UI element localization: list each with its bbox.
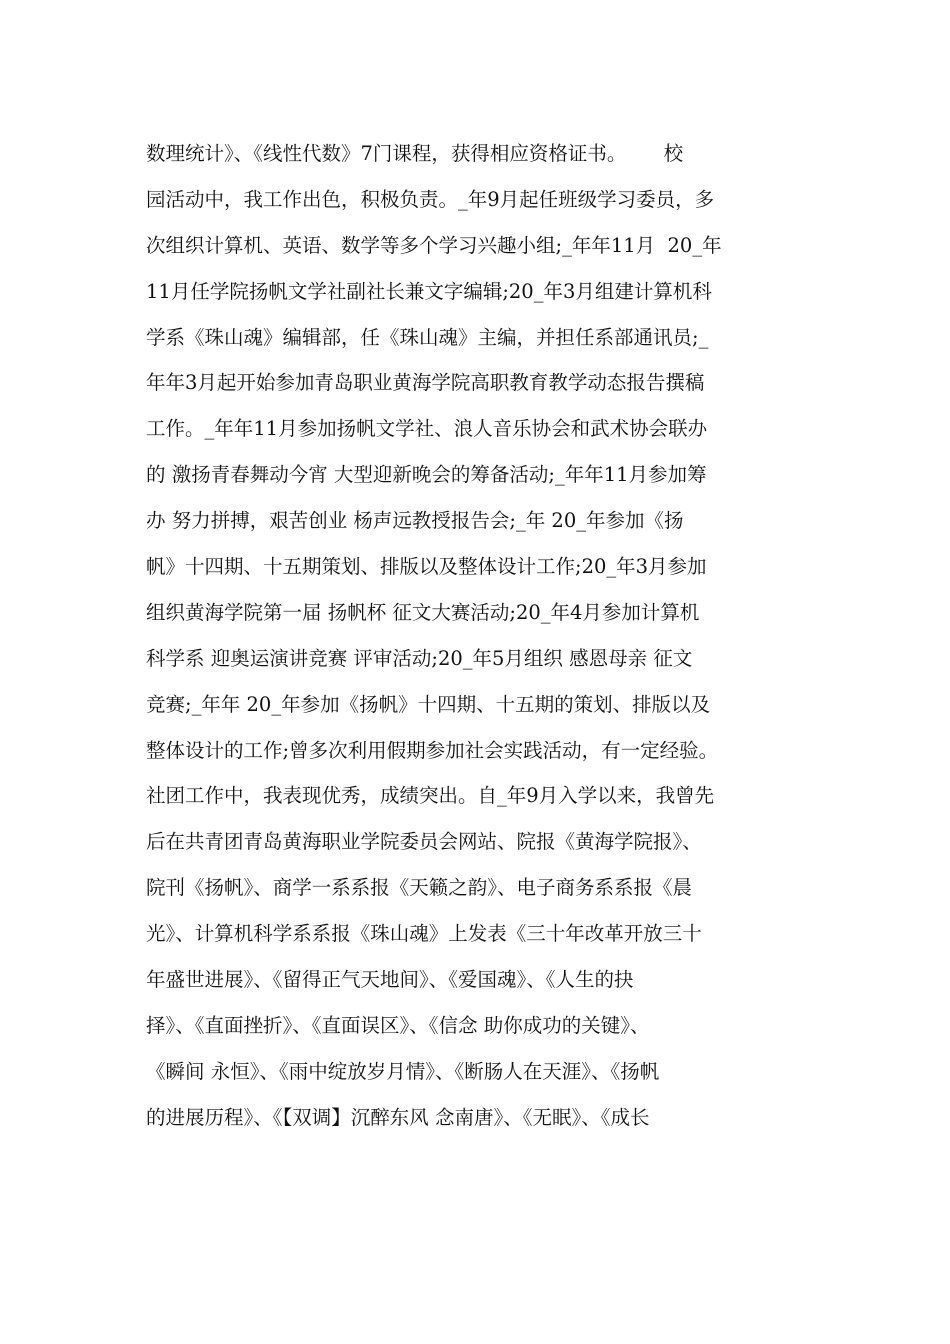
text-line-16: 后在共青团青岛黄海职业学院委员会网站、院报《黄海学院报》、 <box>146 830 702 854</box>
text-line-1: 数理统计》、《线性代数》7门课程，获得相应资格证书。 校 <box>146 142 684 165</box>
text-line-19: 年盛世进展》、《留得正气天地间》、《爱国魂》、《人生的抉 <box>146 968 634 992</box>
text-line-4: 11月任学院扬帆文学社副社长兼文字编辑;20_年3月组建计算机科 <box>146 279 712 303</box>
text-line-11: 组织黄海学院第一届 扬帆杯 征文大赛活动;20_年4月参加计算机 <box>146 600 700 624</box>
text-line-2: 园活动中，我工作出色，积极负责。_年9月起任班级学习委员，多 <box>146 187 715 211</box>
text-line-5: 学系《珠山魂》编辑部，任《珠山魂》主编，并担任系部通讯员;_ <box>146 325 709 349</box>
text-line-22: 的进展历程》、《【双调】沉醉东风 念南唐》、《无眠》、《成长 <box>146 1105 650 1129</box>
text-line-13: 竞赛;_年年 20_年参加《扬帆》十四期、十五期的策划、排版以及 <box>146 692 711 716</box>
text-line-12: 科学系 迎奥运演讲竞赛 评审活动;20_年5月组织 感恩母亲 征文 <box>146 646 693 670</box>
text-line-3: 次组织计算机、英语、数学等多个学习兴趣小组;_年年11月 20_年 <box>146 233 722 257</box>
text-line-17: 院刊《扬帆》、商学一系系报《天籁之韵》、电子商务系系报《晨 <box>146 876 693 900</box>
text-line-20: 择》、《直面挫折》、《直面误区》、《信念 助你成功的关键》、 <box>146 1013 650 1037</box>
body-text <box>146 131 826 1141</box>
text-line-8: 的 激扬青春舞动今宵 大型迎新晚会的筹备活动;_年年11月参加筹 <box>146 463 707 487</box>
text-line-10: 帆》十四期、十五期策划、排版以及整体设计工作;20_年3月参加 <box>146 555 707 579</box>
text-line-6: 年年3月起开始参加青岛职业黄海学院高职教育教学动态报告撰稿 <box>146 371 705 395</box>
text-line-7: 工作。_年年11月参加扬帆文学社、浪人音乐协会和武术协会联办 <box>146 417 708 441</box>
text-line-15: 社团工作中，我表现优秀，成绩突出。自_年9月入学以来，我曾先 <box>146 784 715 808</box>
text-line-18: 光》、计算机科学系系报《珠山魂》上发表《三十年改革开放三十 <box>146 922 702 946</box>
text-line-9: 办 努力拼搏，艰苦创业 杨声远教授报告会;_年 20_年参加《扬 <box>146 509 684 533</box>
text-line-21: 《瞬间 永恒》、《雨中绽放岁月情》、《断肠人在天涯》、《扬帆 <box>146 1059 660 1083</box>
text-line-14: 整体设计的工作;曾多次利用假期参加社会实践活动，有一定经验。 <box>146 738 719 762</box>
